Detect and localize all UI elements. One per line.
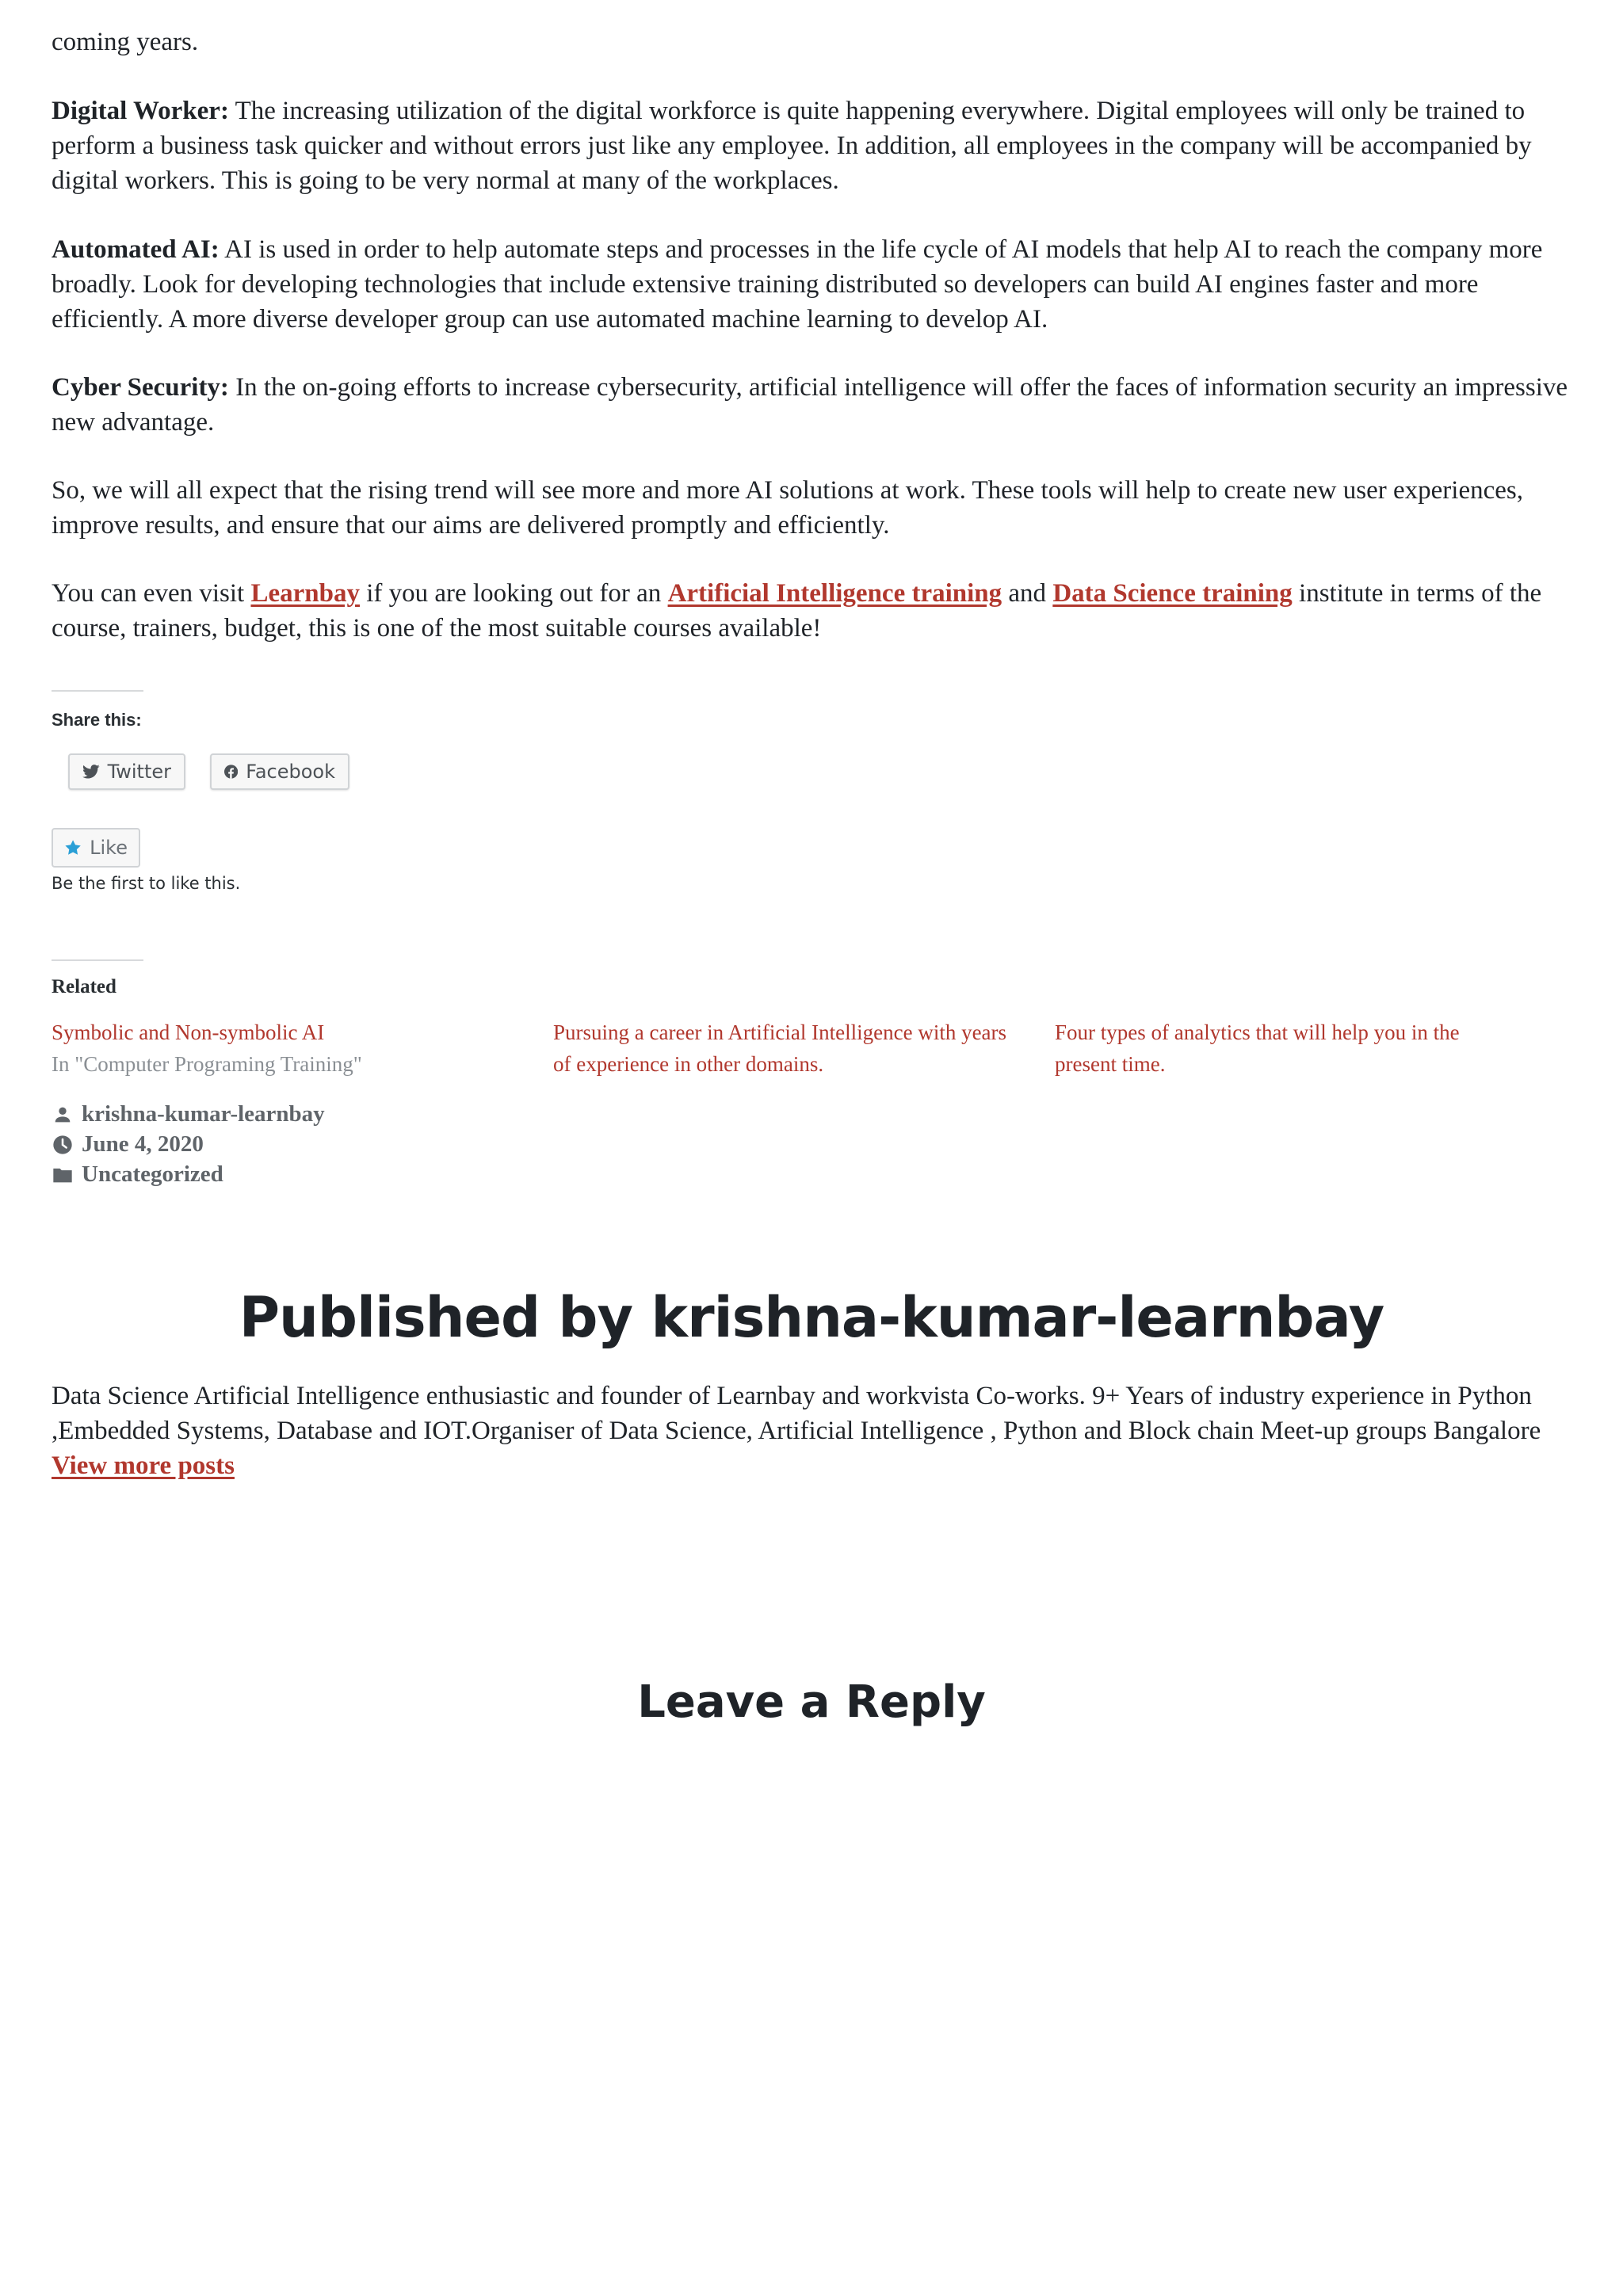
- paragraph-cyber-security: [52, 370, 1573, 440]
- paragraph-conclusion: [52, 473, 1573, 543]
- cta-text-2: if you are looking out for an: [359, 579, 668, 608]
- related-heading: Related: [52, 976, 116, 997]
- related-context: In "Computer Programing Training": [52, 1052, 362, 1076]
- author-box-title: Published by krishna-kumar-learnbay: [239, 1285, 1384, 1350]
- twitter-icon: [82, 763, 100, 780]
- like-button[interactable]: [52, 828, 140, 868]
- clock-icon: [52, 1134, 74, 1156]
- cta-text-3: and: [1002, 579, 1053, 608]
- paragraph-heading: Cyber Security:: [52, 373, 229, 402]
- date-link[interactable]: June 4, 2020: [82, 1131, 204, 1157]
- conclusion-text: So, we will all expect that the rising trend will see more and more AI solutions at work. These tools will help to create new user experiences, improve results, and ensure that our aims are delivered promptly and efficiently.: [52, 476, 1523, 540]
- paragraph-digital-worker: [52, 93, 1573, 198]
- post-date: [52, 1131, 204, 1158]
- leave-reply-title: Leave a Reply: [637, 1676, 986, 1728]
- related-link-1[interactable]: Symbolic and Non-symbolic AI: [52, 1020, 325, 1044]
- share-divider: [52, 690, 143, 692]
- author-bio-text: Data Science Artificial Intelligence enthusiastic and founder of Learnbay and workvista Co-works. 9+ Years of industry experience in Python ,Embedded Systems, Database and IOT.Organiser of Data Science, Artificial Intelligence , Python and Block chain Meet-up groups Bangalore: [52, 1382, 1541, 1445]
- view-more-posts-link[interactable]: View more posts: [52, 1451, 235, 1480]
- paragraph-heading: Automated AI:: [52, 235, 220, 264]
- learnbay-link[interactable]: Learnbay: [250, 579, 360, 608]
- cta-text-1: You can even visit: [52, 579, 251, 608]
- category-link[interactable]: Uncategorized: [82, 1161, 223, 1187]
- cta-text-4: institute in terms of the course, trainers, budget, this is one of the most suitable courses available!: [52, 579, 1542, 643]
- facebook-icon: [224, 761, 238, 782]
- facebook-label: Facebook: [246, 761, 335, 783]
- related-divider: [52, 959, 143, 961]
- like-label: Like: [90, 837, 128, 859]
- twitter-share-button[interactable]: [68, 753, 185, 790]
- share-heading: Share this:: [52, 710, 142, 730]
- related-item: [52, 1016, 495, 1080]
- post-category: [52, 1161, 223, 1188]
- paragraph-text: The increasing utilization of the digital workforce is quite happening everywhere. Digital employees will only be trained to perform a business task quicker and without errors just like any employee. In addition, all employees in the company will be accompanied by digital workers. This is going to be very normal at many of the workplaces.: [52, 97, 1532, 195]
- paragraph-text: In the on-going efforts to increase cybersecurity, artificial intelligence will offer the faces of information security an impressive new advantage.: [52, 373, 1568, 437]
- related-item: [1055, 1016, 1499, 1080]
- twitter-label: Twitter: [107, 761, 171, 783]
- data-science-training-link[interactable]: Data Science training: [1052, 579, 1293, 608]
- paragraph-cta: [52, 576, 1573, 646]
- related-link-2[interactable]: Pursuing a career in Artificial Intelligence with years of experience in other domains.: [553, 1020, 1007, 1076]
- paragraph-heading: Digital Worker:: [52, 97, 229, 125]
- facebook-share-button[interactable]: [210, 753, 349, 790]
- post-author: [52, 1101, 325, 1127]
- paragraph-text: AI is used in order to help automate steps and processes in the life cycle of AI models that help AI to reach the company more broadly. Look for developing technologies that include extensive training distributed so developers can build AI engines faster and more efficiently. A more diverse developer group can use automated machine learning to develop AI.: [52, 235, 1543, 334]
- related-item: [553, 1016, 1013, 1080]
- article-body: [52, 25, 1573, 59]
- paragraph-automated-ai: [52, 232, 1573, 337]
- author-link[interactable]: krishna-kumar-learnbay: [82, 1101, 325, 1127]
- ai-training-link[interactable]: Artificial Intelligence training: [667, 579, 1002, 608]
- like-note: Be the first to like this.: [52, 874, 241, 893]
- folder-icon: [52, 1164, 74, 1186]
- author-bio: [52, 1379, 1573, 1483]
- related-link-3[interactable]: Four types of analytics that will help you in the present time.: [1055, 1020, 1460, 1076]
- person-icon: [52, 1104, 74, 1126]
- star-icon: [64, 838, 82, 857]
- intro-tail: coming years.: [52, 28, 199, 56]
